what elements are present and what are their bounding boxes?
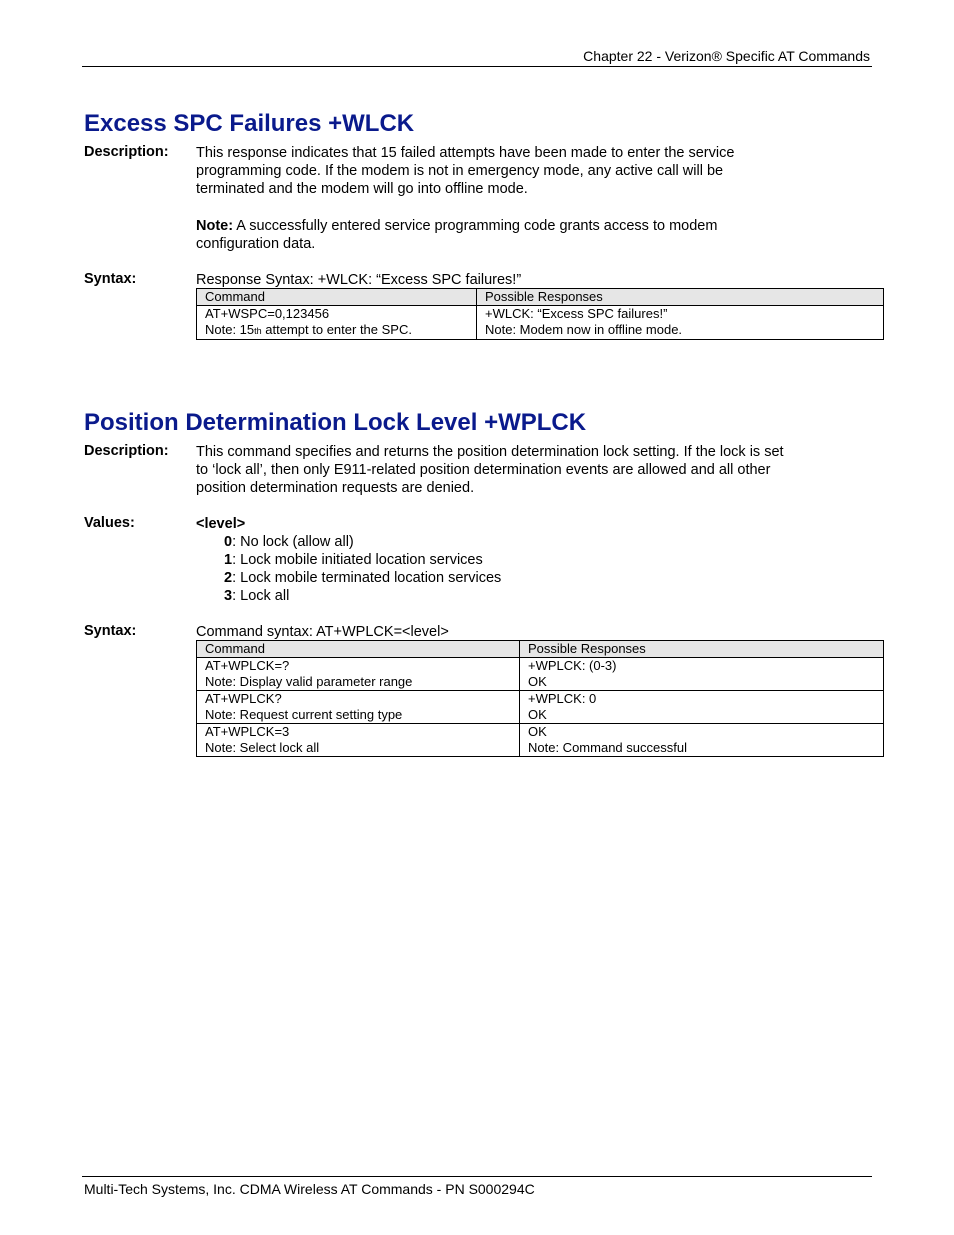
- table-cell: AT+WPLCK? Note: Request current setting type: [197, 691, 520, 724]
- value-item: 3: Lock all: [224, 588, 290, 604]
- table-cell: +WPLCK: (0-3) OK: [520, 658, 884, 691]
- syntax-label: Syntax:: [84, 623, 137, 639]
- syntax-text: Response Syntax: +WLCK: “Excess SPC failures!”: [196, 272, 522, 288]
- table-cell: AT+WSPC=0,123456 Note: 15th attempt to enter the SPC.: [197, 306, 477, 340]
- table-row: [197, 724, 884, 757]
- column-header: Command: [197, 289, 477, 306]
- table-cell: +WLCK: “Excess SPC failures!” Note: Modem now in offline mode.: [477, 306, 884, 340]
- running-footer: Multi-Tech Systems, Inc. CDMA Wireless AT Commands - PN S000294C: [84, 1181, 535, 1197]
- column-header: Possible Responses: [477, 289, 884, 306]
- section-title-wplck: Position Determination Lock Level +WPLCK: [84, 409, 587, 436]
- table-row: [197, 306, 884, 340]
- syntax-label: Syntax:: [84, 271, 137, 287]
- header-rule: [82, 66, 872, 67]
- note-text: Note: A successfully entered service programming code grants access to modem configuration data.: [196, 218, 718, 252]
- section-title-wlck: Excess SPC Failures +WLCK: [84, 110, 415, 137]
- value-item: 2: Lock mobile terminated location services: [224, 570, 502, 586]
- description-label: Description:: [84, 443, 169, 459]
- syntax-text: Command syntax: AT+WPLCK=<level>: [196, 624, 449, 640]
- table-cell: OK Note: Command successful: [520, 724, 884, 757]
- values-label: Values:: [84, 515, 135, 531]
- value-item: 1: Lock mobile initiated location services: [224, 552, 483, 568]
- values-param: <level>: [196, 516, 246, 532]
- table-cell: AT+WPLCK=3 Note: Select lock all: [197, 724, 520, 757]
- value-item: 0: No lock (allow all): [224, 534, 354, 550]
- table-cell: +WPLCK: 0 OK: [520, 691, 884, 724]
- description-text: This command specifies and returns the position determination lock setting. If the lock is set to ‘lock all’, then only E911-related position determination events are allowed and all other position determination requests are denied.: [196, 444, 784, 496]
- table-row: [197, 658, 884, 691]
- footer-rule: [82, 1176, 872, 1177]
- command-table-wlck: [196, 288, 884, 340]
- column-header: Possible Responses: [520, 641, 884, 658]
- table-header-row: [197, 289, 884, 306]
- description-label: Description:: [84, 144, 169, 160]
- note-label: Note:: [196, 218, 234, 234]
- table-cell: AT+WPLCK=? Note: Display valid parameter range: [197, 658, 520, 691]
- command-table-wplck: [196, 640, 884, 757]
- running-header: Chapter 22 - Verizon® Specific AT Commands: [583, 48, 870, 64]
- table-header-row: [197, 641, 884, 658]
- column-header: Command: [197, 641, 520, 658]
- table-row: [197, 691, 884, 724]
- description-text: This response indicates that 15 failed attempts have been made to enter the service programming code. If the modem is not in emergency mode, any active call will be terminated and the modem will go into offline mode.: [196, 145, 735, 197]
